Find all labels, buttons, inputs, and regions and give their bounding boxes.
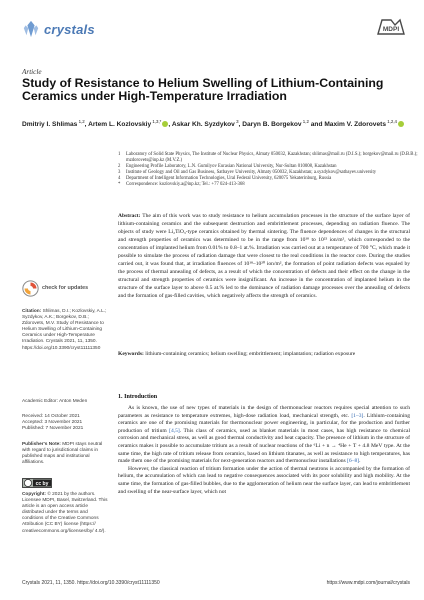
mdpi-logo-text: MDPI [382,26,400,33]
affiliation-number: 3 [118,170,121,176]
published-date: Published: 7 November 2021 [22,426,84,432]
publisher-note [22,442,108,466]
citation-link[interactable]: [1–3] [351,412,364,419]
copyright-label: Copyright: [22,492,47,497]
author-name[interactable]: Dmitriy I. Shlimas [22,121,78,129]
check-updates-icon [22,280,39,297]
page-footer [22,580,410,586]
abstract-label: Abstract: [118,213,141,219]
cc-by-license-icon[interactable] [22,478,52,488]
check-updates-label: check for updates [42,285,89,291]
paragraph [118,405,410,466]
citation-link[interactable]: [6–8] [347,458,360,465]
orcid-icon[interactable] [398,121,404,127]
keywords [118,350,410,358]
check-for-updates-button[interactable] [22,278,92,298]
affiliation-number: 4 [118,176,121,182]
publisher-note-label: Publisher's Note: [22,442,61,447]
affiliation-text: Institute of Geology and Oil and Gas Business, Satbayev University, Almaty 050032, Kazakhstan; a.syzdykov@satbayev.university [126,170,377,176]
abstract [118,212,410,301]
crystal-logo-icon [22,20,40,38]
academic-editor: Academic Editor: Anton Meden [22,399,88,404]
affiliation-item [118,182,418,188]
author-affiliation-marker: 1,2 [77,119,85,124]
affiliation-number: 2 [118,164,121,170]
author-name[interactable]: Askar Kh. Syzdykov [171,121,235,129]
mdpi-logo-icon[interactable] [376,17,406,36]
received-date: Received: 14 October 2021 [22,414,80,419]
journal-header[interactable] [22,20,95,38]
citation-label: Citation: [22,309,42,314]
affiliation-number: 1 [118,152,121,157]
footer-citation: Crystals 2021, 11, 1350. https://doi.org/10.3390/cryst11111350 [22,580,160,586]
author-name[interactable]: Artem L. Kozlovskiy [88,121,152,129]
citation-link[interactable]: [4,5] [169,427,180,434]
affiliation-item [118,152,418,164]
paragraph-text: . [359,458,361,465]
author-conjunction: and [310,121,325,129]
keywords-label: Keywords: [118,351,144,357]
author-separator: , [168,121,172,129]
author-affiliation-marker: 1,3,* [151,119,162,124]
citation-block [22,309,108,352]
section-heading: 1. Introduction [118,394,158,400]
author-separator: , [238,121,243,129]
introduction-body [118,405,410,496]
accepted-date: Accepted: 3 November 2021 [22,420,83,426]
author-name[interactable]: Daryn B. Borgekov [242,121,302,129]
paragraph-text: As is known, the use of new types of materials in the design of thermonuclear reactors requires special attention to such parameters as resistance to temperature extremes, high-dose radiation load, mechanical strength, etc. [118,405,410,419]
affiliations [118,152,418,188]
affiliation-text: Department of Intelligent Information Technologies, Ural Federal University, 620075 Yekaterinburg, Russia [126,176,332,182]
article-title: Study of Resistance to Helium Swelling of Lithium-Containing Ceramics under High-Temperature Irradiation [22,76,384,104]
keywords-text: lithium-containing ceramics; helium swelling; embrittlement; implantation; radiation exposure [145,351,356,357]
affiliation-text: Correspondence: kozlovskiy.a@inp.kz; Tel.: +77 024-413-368 [126,182,245,188]
copyright-block [22,492,108,535]
author-separator: , [84,121,89,129]
author-affiliation-marker: 3 [234,119,239,124]
affiliation-number: * [118,182,121,188]
author-affiliation-marker: 1,2 [301,119,309,124]
citation-text: Shlimas, D.I.; Kozlovskiy, A.L.; Syzdykov, A.K.; Borgekov, D.B.; Zdorovets, M.V. Study of Resistance to Helium Swelling of Lithium-Containing Ceramics under High-Temperature Irradiation. Crystals 2021, 11, 1350. https://doi.org/10.3390/cryst11111350 [22,309,107,351]
dates-block [22,414,108,432]
cc-by-label: cc by [35,481,49,487]
paragraph-text: . Lithium-containing ceramics are one of the promising materials for thermonuclear power engineering, in particular, for the production and further production of tritium [118,412,410,434]
footer-journal-link[interactable]: https://www.mdpi.com/journal/crystals [326,580,410,586]
abstract-text: The aim of this work was to study resistance to helium accumulation processes in the structure of the surface layer of lithium-containing ceramics and the subsequent destruction and embrittlement processes, depending on radiation fluence. The objects of study were Li₂TiO₃-type ceramics obtained by thermal sintering. The fluence dependences of changes in the structural and strength properties of ceramics was determined to be in the range from 10¹⁸ to 10²² ion/m², which corresponded to the concentration of implanted helium from 0.01% to 0.8–1 at.%. Irradiation was carried out at a temperature of 700 °C, which made it possible to simulate the process of radiation damage that were closest to the real conditions in the reactor core. During the studies carried out, it was found that, at irradiation fluences of 10¹⁸–10²⁰ ion/m², the formation of point radiation defects was equaled by the process of thermal annealing of defects, as a result of which the concentration of defects and their effect on the change in the structural and strength properties of ceramics were insignificant. An increase in the concentration of implanted helium in the structure of the surface layer to above 0.5 at.% led to the dominance of radiation damage processes over the annealing of defects and the formation of gas-filled cavities, which negatively affects the strength of ceramics. [118,213,410,300]
author-affiliation-marker: 1,2,4 [386,119,397,124]
author-list [22,116,412,131]
publisher-note-text: MDPI stays neutral with regard to jurisdictional claims in published maps and institutional affiliations. [22,442,103,466]
journal-name: crystals [44,21,95,37]
author-name[interactable]: Maxim V. Zdorovets [324,121,386,129]
paragraph-text: . This class of ceramics, used as blanket materials in most cases, has high resistance to chemical corrosion and mechanical stress, as well as good thermal conductivity and heat capacity. The presence of lithium in the structure of ceramics makes it possible to accumulate tritium as a result of nuclear reactions of the ⁶Li + n → ⁴He + T + 4.8 MeV type. At the same time, the high rate of tritium release from ceramics, based on lithium titanates, as well as resistance to high temperatures, has made them one of the promising materials for next-generation reactors and thermonuclear installations [118,427,410,465]
copyright-text: © 2021 by the authors. Licensee MDPI, Basel, Switzerland. This article is an open access article distributed under the terms and conditions of the Creative Commons Attribution (CC BY) license (https:// creativecommons.org/licenses/by/ 4.0/). [22,492,108,534]
affiliation-text: Laboratory of Solid State Physics, The Institute of Nuclear Physics, Almaty 050032, Kazakhstan; shlimas@mail.ru (D.I.S.); borgekov@mail.ru (D.B.B.); mzdorovets@inp.kz (M.V.Z.) [126,152,418,164]
affiliation-text: Engineering Profile Laboratory, L.N. Gumilyov Eurasian National University, Nur-Sultan 010008, Kazakhstan [126,164,337,170]
paragraph: However, the classical reaction of tritium formation under the action of thermal neutrons is accompanied by the formation of helium, the accumulation of which can lead to negative consequences associated with its poor solubility and high mobility. At the same time, the formation of gas-filled bubbles, due to the agglomeration of helium near the surface layer, can lead to embrittlement and swelling of the near-surface layer, which not [118,465,410,495]
article-type: Article [22,68,42,76]
